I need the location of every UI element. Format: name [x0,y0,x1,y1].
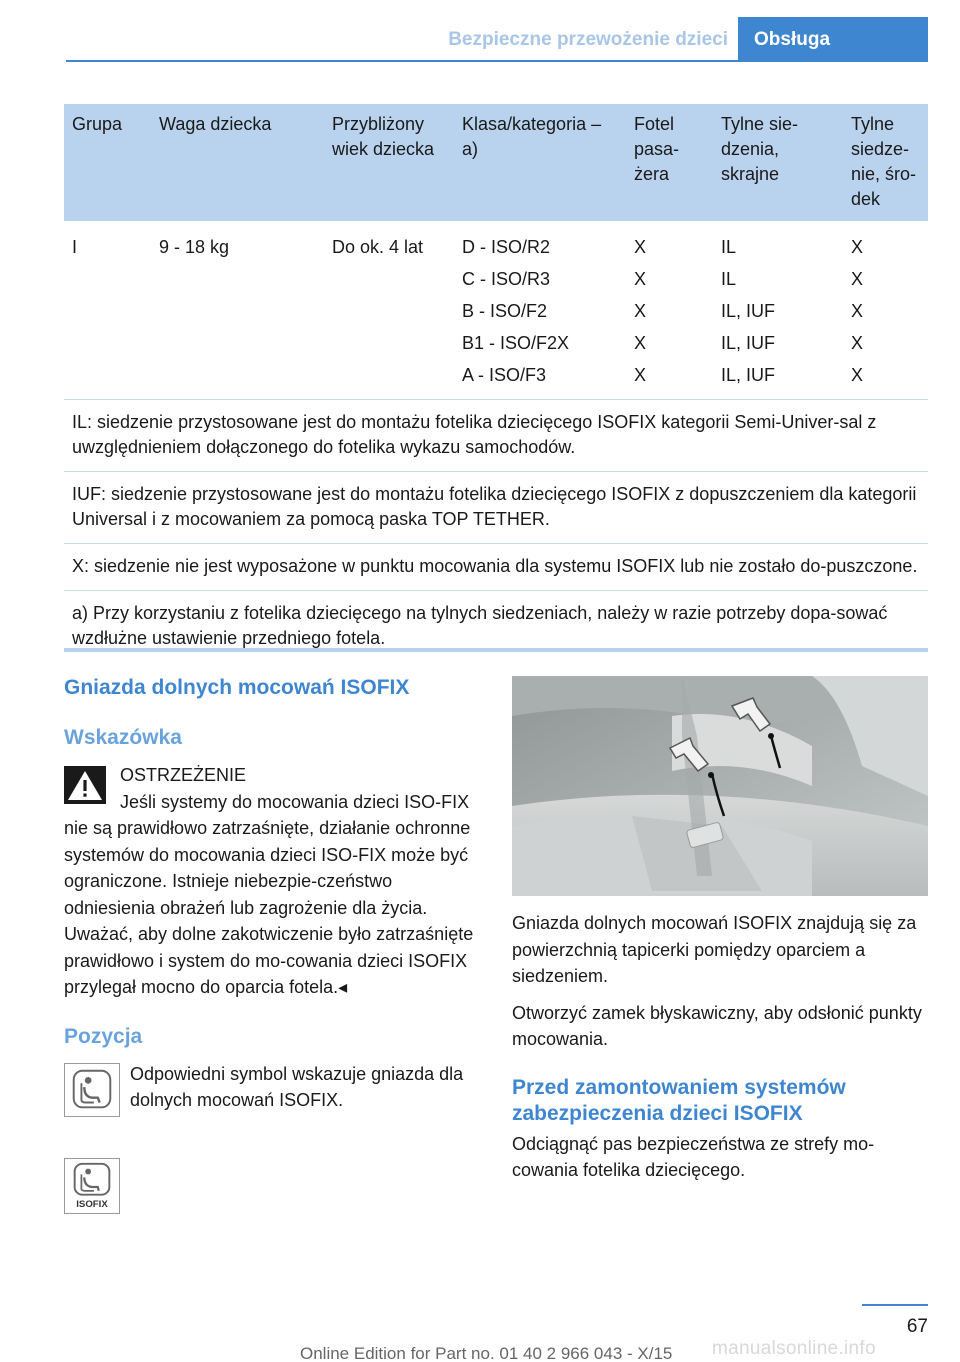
section-heading: Gniazda dolnych mocowań ISOFIX [64,676,410,699]
table-note-iuf: IUF: siedzenie przystosowane jest do montażu fotelika dziecięcego ISOFIX z dopuszczeniem dla kategorii Universal i z mocowaniem za pomocą paska TOP TETHER. [64,472,928,544]
rear-outer-value: IL, IUF [721,301,776,321]
table-note-il: IL: siedzenie przystosowane jest do montażu fotelika dziecięcego ISOFIX kategorii Semi-Univer-sal z uwzględnieniem dołączonego do fotelika wykazu samochodów. [64,400,928,472]
table-cell-age: Do ok. 4 lat [332,237,424,257]
before-mounting-heading: Przed zamontowaniem systemów zabezpieczenia dzieci ISOFIX [512,1075,846,1125]
class-value: B1 - ISO/F2X [462,333,570,353]
warning-title: OSTRZEŻENIE [120,765,247,785]
isofix-seat-table [64,104,928,662]
isofix-symbol-icon [64,1158,120,1214]
left-column [64,674,480,1211]
isofix-seat-photo [512,676,928,896]
passenger-value: X [634,237,647,257]
position-heading: Pozycja [64,1024,143,1048]
footer-rule [862,1304,928,1306]
passenger-value: X [634,365,647,385]
position-text: Odpowiedni symbol wskazuje gniazda dla dolnych mocowań ISOFIX. [130,1063,464,1110]
table-header: Tylne sie-dzenia, skrajne [713,104,843,221]
table-header: Przybliżony wiek dziecka [324,104,454,221]
rear-outer-value: IL [721,237,737,257]
page-header [0,0,960,62]
warning-triangle-icon [64,766,106,804]
before-mounting-text: Odciągnąć pas bezpieczeństwa ze strefy mo-cowania fotelika dziecięcego. [512,1133,875,1180]
header-rule [66,60,738,62]
table-bottom-rule [64,648,928,652]
table-cell-weight: 9 - 18 kg [159,237,230,257]
table-note-a: a) Przy korzystaniu z fotelika dziecięcego na tylnych siedzeniach, należy w razie potrzeby dopa-sować wzdłużne ustawienie przedniego fotela. [72,603,888,648]
position-item [64,1061,480,1119]
class-value: B - ISO/F2 [462,301,548,321]
note-heading: Wskazówka [64,726,182,749]
edition-text: Online Edition for Part no. 01 40 2 966 043 - X/15 [300,1344,673,1362]
table-header-row [64,104,928,221]
isofix-icon-label: ISOFIX [76,1199,108,1211]
header-section-title: Bezpieczne przewożenie dzieci [448,29,728,50]
table-note-x: X: siedzenie nie jest wyposażone w punktu mocowania dla systemu ISOFIX lub nie zostało do-puszczone. [64,544,928,591]
photo-caption-2: Otworzyć zamek błyskawiczny, aby odsłonić punkty mocowania. [512,1002,922,1049]
rear-outer-value: IL [721,269,737,289]
table-cell-passenger [626,221,713,400]
right-column [512,910,928,1184]
class-value: C - ISO/R3 [462,269,551,289]
child-seat-symbol-icon [64,1063,120,1117]
class-value: D - ISO/R2 [462,237,551,257]
rear-center-value: X [851,333,864,353]
table-note-row [64,472,928,544]
page-number: 67 [906,1316,928,1337]
passenger-value: X [634,333,647,353]
table-cell-rear-outer [713,221,843,400]
rear-outer-value: IL, IUF [721,365,776,385]
table-cell-rear-center [843,221,928,400]
table-header: Fotel pasa-żera [626,104,713,221]
table-cell-group: I [72,237,78,257]
passenger-value: X [634,301,647,321]
class-value: A - ISO/F3 [462,365,547,385]
table-note-row [64,544,928,591]
photo-caption-1: Gniazda dolnych mocowań ISOFIX znajdują się za powierzchnią tapicerki pomiędzy oparciem a siedzeniem. [512,913,917,986]
table-header: Tylne siedze-nie, śro-dek [843,104,928,221]
table-row [64,221,928,400]
table-header: Grupa [64,104,151,221]
rear-center-value: X [851,365,864,385]
rear-center-value: X [851,301,864,321]
passenger-value: X [634,269,647,289]
table-header: Waga dziecka [151,104,324,221]
rear-outer-value: IL, IUF [721,333,776,353]
rear-center-value: X [851,269,864,289]
rear-center-value: X [851,237,864,257]
header-chapter-tab: Obsługa [738,17,928,62]
warning-block [64,762,480,1001]
warning-text: Jeśli systemy do mocowania dzieci ISO-FIX nie są prawidłowo zatrzaśnięte, działanie ochronne systemów do mocowania dzieci ISO-FIX może być ograniczone. Istnieje niebezpie-czeństwo odniesienia obrażeń lub zagrożenie dla życia. Uważać, aby dolne zakotwiczenie było zatrzaśnięte prawidłowo i system do mo-cowania dzieci ISOFIX przylegał mocno do oparcia fotela.◂ [64,791,474,997]
table-note-row [64,400,928,472]
table-cell-classes [454,221,626,400]
table-header: Klasa/kategoria – a) [454,104,626,221]
watermark-text: manualsonline.info [712,1338,876,1359]
